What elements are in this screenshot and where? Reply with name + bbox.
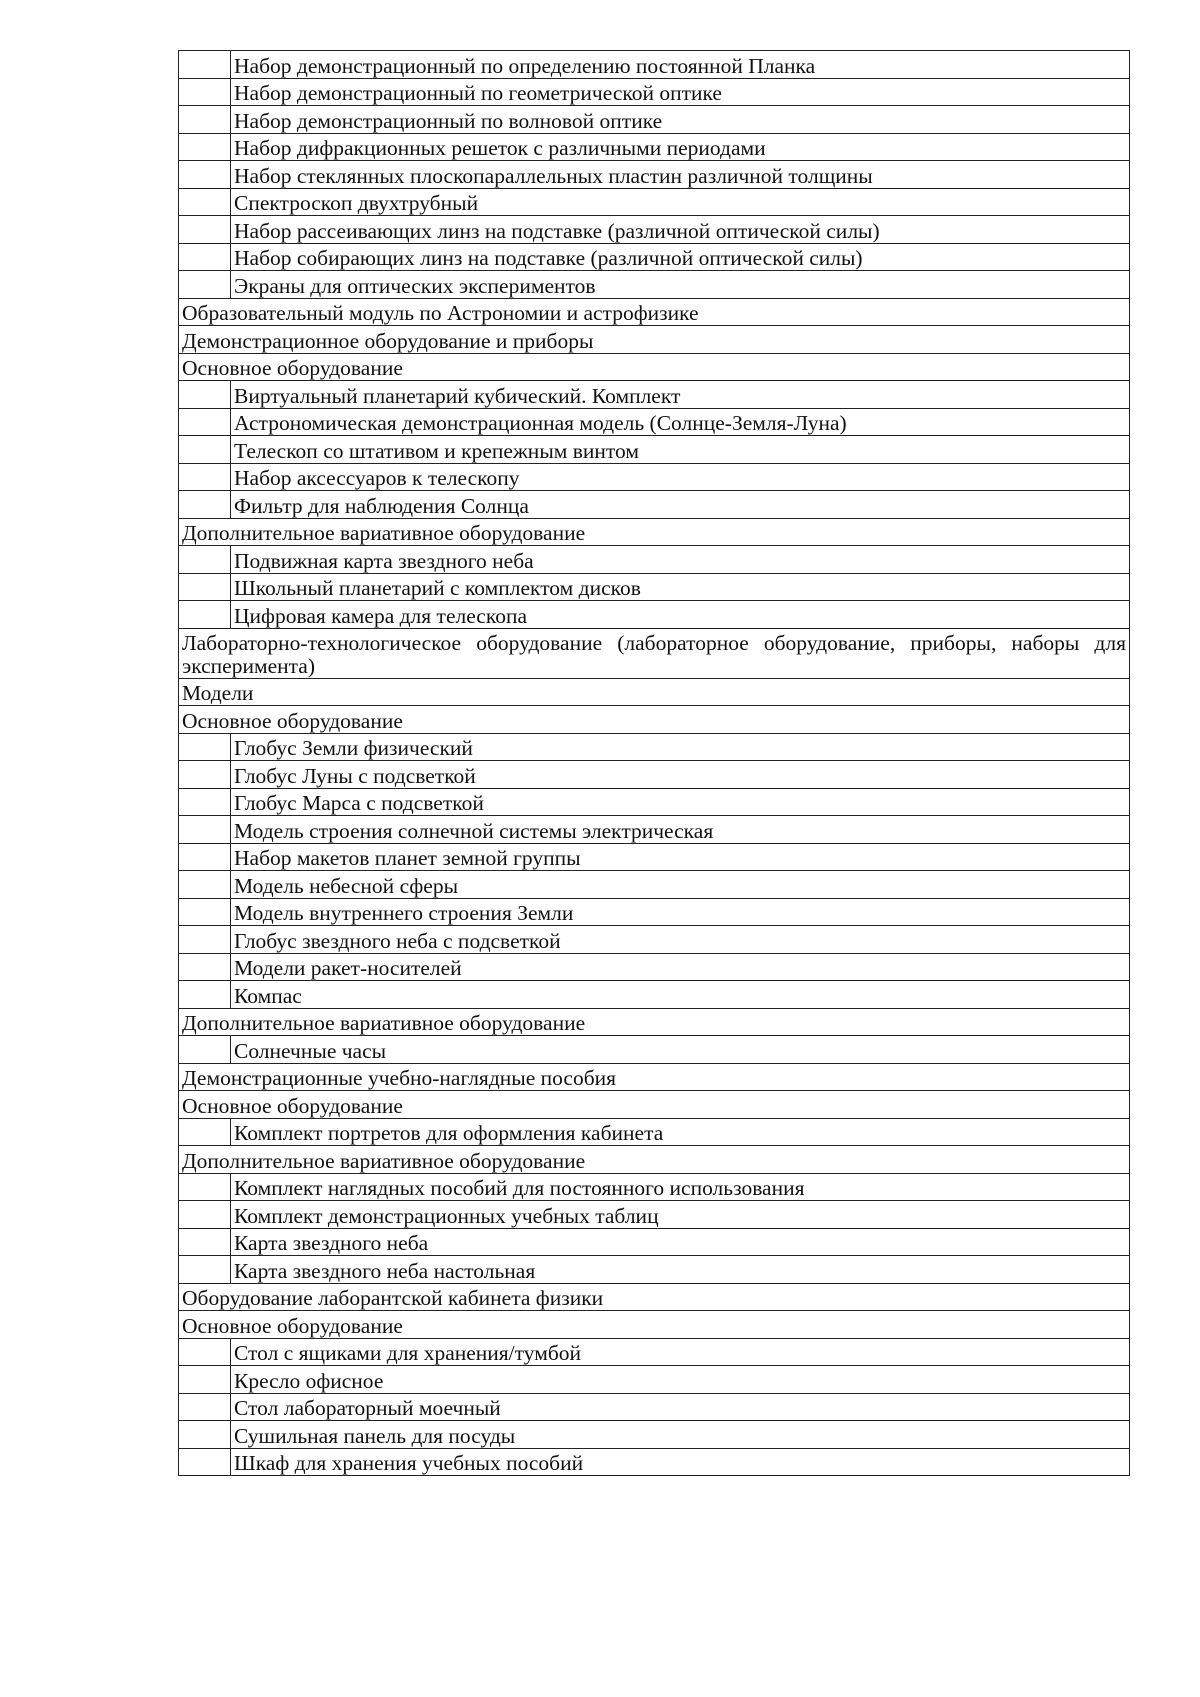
number-cell xyxy=(179,816,231,844)
number-cell xyxy=(179,436,231,464)
item-name-cell: Набор стеклянных плоскопараллельных пластин различной толщины xyxy=(231,161,1130,189)
number-cell xyxy=(179,1118,231,1146)
item-name-cell: Солнечные часы xyxy=(231,1036,1130,1064)
number-cell xyxy=(179,1173,231,1201)
table-row-item xyxy=(179,733,1130,761)
section-heading-cell: Лабораторно-технологическое оборудование (лабораторное оборудование, приборы, наборы для эксперимента) xyxy=(179,628,1130,678)
item-name-cell: Модель строения солнечной системы электрическая xyxy=(231,816,1130,844)
section-heading-cell: Дополнительное вариативное оборудование xyxy=(179,1146,1130,1174)
number-cell xyxy=(179,1338,231,1366)
table-row-item xyxy=(179,1256,1130,1284)
item-name-cell: Шкаф для хранения учебных пособий xyxy=(231,1448,1130,1476)
table-row-item xyxy=(179,1338,1130,1366)
section-heading-cell: Основное оборудование xyxy=(179,1311,1130,1339)
item-name-cell: Экраны для оптических экспериментов xyxy=(231,271,1130,299)
item-name-cell: Глобус Луны с подсветкой xyxy=(231,761,1130,789)
table-row-section xyxy=(179,678,1130,706)
item-name-cell: Глобус звездного неба с подсветкой xyxy=(231,926,1130,954)
item-name-cell: Сушильная панель для посуды xyxy=(231,1421,1130,1449)
item-name-cell: Цифровая камера для телескопа xyxy=(231,601,1130,629)
table-row-item xyxy=(179,51,1130,79)
number-cell xyxy=(179,733,231,761)
number-cell xyxy=(179,408,231,436)
table-row-item xyxy=(179,953,1130,981)
number-cell xyxy=(179,1366,231,1394)
item-name-cell: Набор рассеивающих линз на подставке (различной оптической силы) xyxy=(231,216,1130,244)
item-name-cell: Комплект наглядных пособий для постоянного использования xyxy=(231,1173,1130,1201)
number-cell xyxy=(179,271,231,299)
table-row-section xyxy=(179,326,1130,354)
item-name-cell: Фильтр для наблюдения Солнца xyxy=(231,491,1130,519)
table-row-item xyxy=(179,601,1130,629)
table-row-item xyxy=(179,573,1130,601)
number-cell xyxy=(179,216,231,244)
section-heading-cell: Демонстрационные учебно-наглядные пособия xyxy=(179,1063,1130,1091)
number-cell xyxy=(179,51,231,79)
table-row-item xyxy=(179,78,1130,106)
item-name-cell: Школьный планетарий с комплектом дисков xyxy=(231,573,1130,601)
number-cell xyxy=(179,1201,231,1229)
table-row-section xyxy=(179,1146,1130,1174)
number-cell xyxy=(179,871,231,899)
item-name-cell: Комплект демонстрационных учебных таблиц xyxy=(231,1201,1130,1229)
table-row-item xyxy=(179,1421,1130,1449)
table-row-section xyxy=(179,1283,1130,1311)
table-row-item xyxy=(179,106,1130,134)
number-cell xyxy=(179,463,231,491)
table-row-item xyxy=(179,381,1130,409)
table-row-item xyxy=(179,926,1130,954)
number-cell xyxy=(179,1448,231,1476)
table-row-section xyxy=(179,518,1130,546)
table-row-item xyxy=(179,1118,1130,1146)
table-row-section xyxy=(179,1091,1130,1119)
table-row-item xyxy=(179,898,1130,926)
section-heading-cell: Модели xyxy=(179,678,1130,706)
table-row-item xyxy=(179,463,1130,491)
table-row-item xyxy=(179,271,1130,299)
equipment-table xyxy=(178,50,1130,1476)
number-cell xyxy=(179,546,231,574)
table-row-item xyxy=(179,188,1130,216)
table-row-section xyxy=(179,1008,1130,1036)
number-cell xyxy=(179,953,231,981)
number-cell xyxy=(179,188,231,216)
number-cell xyxy=(179,1393,231,1421)
table-row-item xyxy=(179,408,1130,436)
table-row-section xyxy=(179,1311,1130,1339)
item-name-cell: Набор макетов планет земной группы xyxy=(231,843,1130,871)
table-row-item xyxy=(179,843,1130,871)
item-name-cell: Глобус Марса с подсветкой xyxy=(231,788,1130,816)
table-row-section xyxy=(179,298,1130,326)
item-name-cell: Набор демонстрационный по волновой оптике xyxy=(231,106,1130,134)
number-cell xyxy=(179,898,231,926)
section-heading-cell: Оборудование лаборантской кабинета физики xyxy=(179,1283,1130,1311)
number-cell xyxy=(179,491,231,519)
item-name-cell: Телескоп со штативом и крепежным винтом xyxy=(231,436,1130,464)
number-cell xyxy=(179,1036,231,1064)
table-row-item xyxy=(179,1036,1130,1064)
table-row-item xyxy=(179,436,1130,464)
table-row-section xyxy=(179,1063,1130,1091)
item-name-cell: Виртуальный планетарий кубический. Комплект xyxy=(231,381,1130,409)
table-row-section xyxy=(179,353,1130,381)
item-name-cell: Карта звездного неба настольная xyxy=(231,1256,1130,1284)
number-cell xyxy=(179,78,231,106)
equipment-table-body xyxy=(179,51,1130,1476)
section-heading-cell: Основное оборудование xyxy=(179,353,1130,381)
table-row-item xyxy=(179,216,1130,244)
item-name-cell: Глобус Земли физический xyxy=(231,733,1130,761)
document-page xyxy=(178,50,1130,1476)
table-row-item xyxy=(179,761,1130,789)
number-cell xyxy=(179,573,231,601)
table-row-item xyxy=(179,1393,1130,1421)
section-heading-cell: Основное оборудование xyxy=(179,1091,1130,1119)
number-cell xyxy=(179,788,231,816)
table-row-item xyxy=(179,491,1130,519)
item-name-cell: Модели ракет-носителей xyxy=(231,953,1130,981)
number-cell xyxy=(179,1256,231,1284)
table-row-item xyxy=(179,1201,1130,1229)
item-name-cell: Карта звездного неба xyxy=(231,1228,1130,1256)
table-row-item xyxy=(179,816,1130,844)
number-cell xyxy=(179,1421,231,1449)
item-name-cell: Набор собирающих линз на подставке (различной оптической силы) xyxy=(231,243,1130,271)
section-heading-cell: Дополнительное вариативное оборудование xyxy=(179,518,1130,546)
item-name-cell: Компас xyxy=(231,981,1130,1009)
table-row-item xyxy=(179,1366,1130,1394)
table-row-section xyxy=(179,628,1130,678)
item-name-cell: Астрономическая демонстрационная модель (Солнце-Земля-Луна) xyxy=(231,408,1130,436)
section-heading-cell: Образовательный модуль по Астрономии и астрофизике xyxy=(179,298,1130,326)
item-name-cell: Модель внутреннего строения Земли xyxy=(231,898,1130,926)
item-name-cell: Набор аксессуаров к телескопу xyxy=(231,463,1130,491)
item-name-cell: Набор дифракционных решеток с различными периодами xyxy=(231,133,1130,161)
table-row-item xyxy=(179,1448,1130,1476)
number-cell xyxy=(179,243,231,271)
section-heading-cell: Основное оборудование xyxy=(179,706,1130,734)
table-row-item xyxy=(179,133,1130,161)
number-cell xyxy=(179,1228,231,1256)
number-cell xyxy=(179,106,231,134)
number-cell xyxy=(179,381,231,409)
table-row-item xyxy=(179,161,1130,189)
item-name-cell: Комплект портретов для оформления кабинета xyxy=(231,1118,1130,1146)
table-row-item xyxy=(179,788,1130,816)
table-row-item xyxy=(179,1173,1130,1201)
item-name-cell: Спектроскоп двухтрубный xyxy=(231,188,1130,216)
number-cell xyxy=(179,843,231,871)
number-cell xyxy=(179,161,231,189)
item-name-cell: Набор демонстрационный по геометрической оптике xyxy=(231,78,1130,106)
item-name-cell: Стол лабораторный моечный xyxy=(231,1393,1130,1421)
number-cell xyxy=(179,601,231,629)
table-row-item xyxy=(179,546,1130,574)
item-name-cell: Стол с ящиками для хранения/тумбой xyxy=(231,1338,1130,1366)
number-cell xyxy=(179,981,231,1009)
number-cell xyxy=(179,926,231,954)
item-name-cell: Кресло офисное xyxy=(231,1366,1130,1394)
table-row-item xyxy=(179,871,1130,899)
table-row-item xyxy=(179,243,1130,271)
table-row-item xyxy=(179,981,1130,1009)
section-heading-cell: Дополнительное вариативное оборудование xyxy=(179,1008,1130,1036)
item-name-cell: Модель небесной сферы xyxy=(231,871,1130,899)
item-name-cell: Набор демонстрационный по определению постоянной Планка xyxy=(231,51,1130,79)
number-cell xyxy=(179,133,231,161)
table-row-section xyxy=(179,706,1130,734)
section-heading-cell: Демонстрационное оборудование и приборы xyxy=(179,326,1130,354)
item-name-cell: Подвижная карта звездного неба xyxy=(231,546,1130,574)
table-row-item xyxy=(179,1228,1130,1256)
number-cell xyxy=(179,761,231,789)
